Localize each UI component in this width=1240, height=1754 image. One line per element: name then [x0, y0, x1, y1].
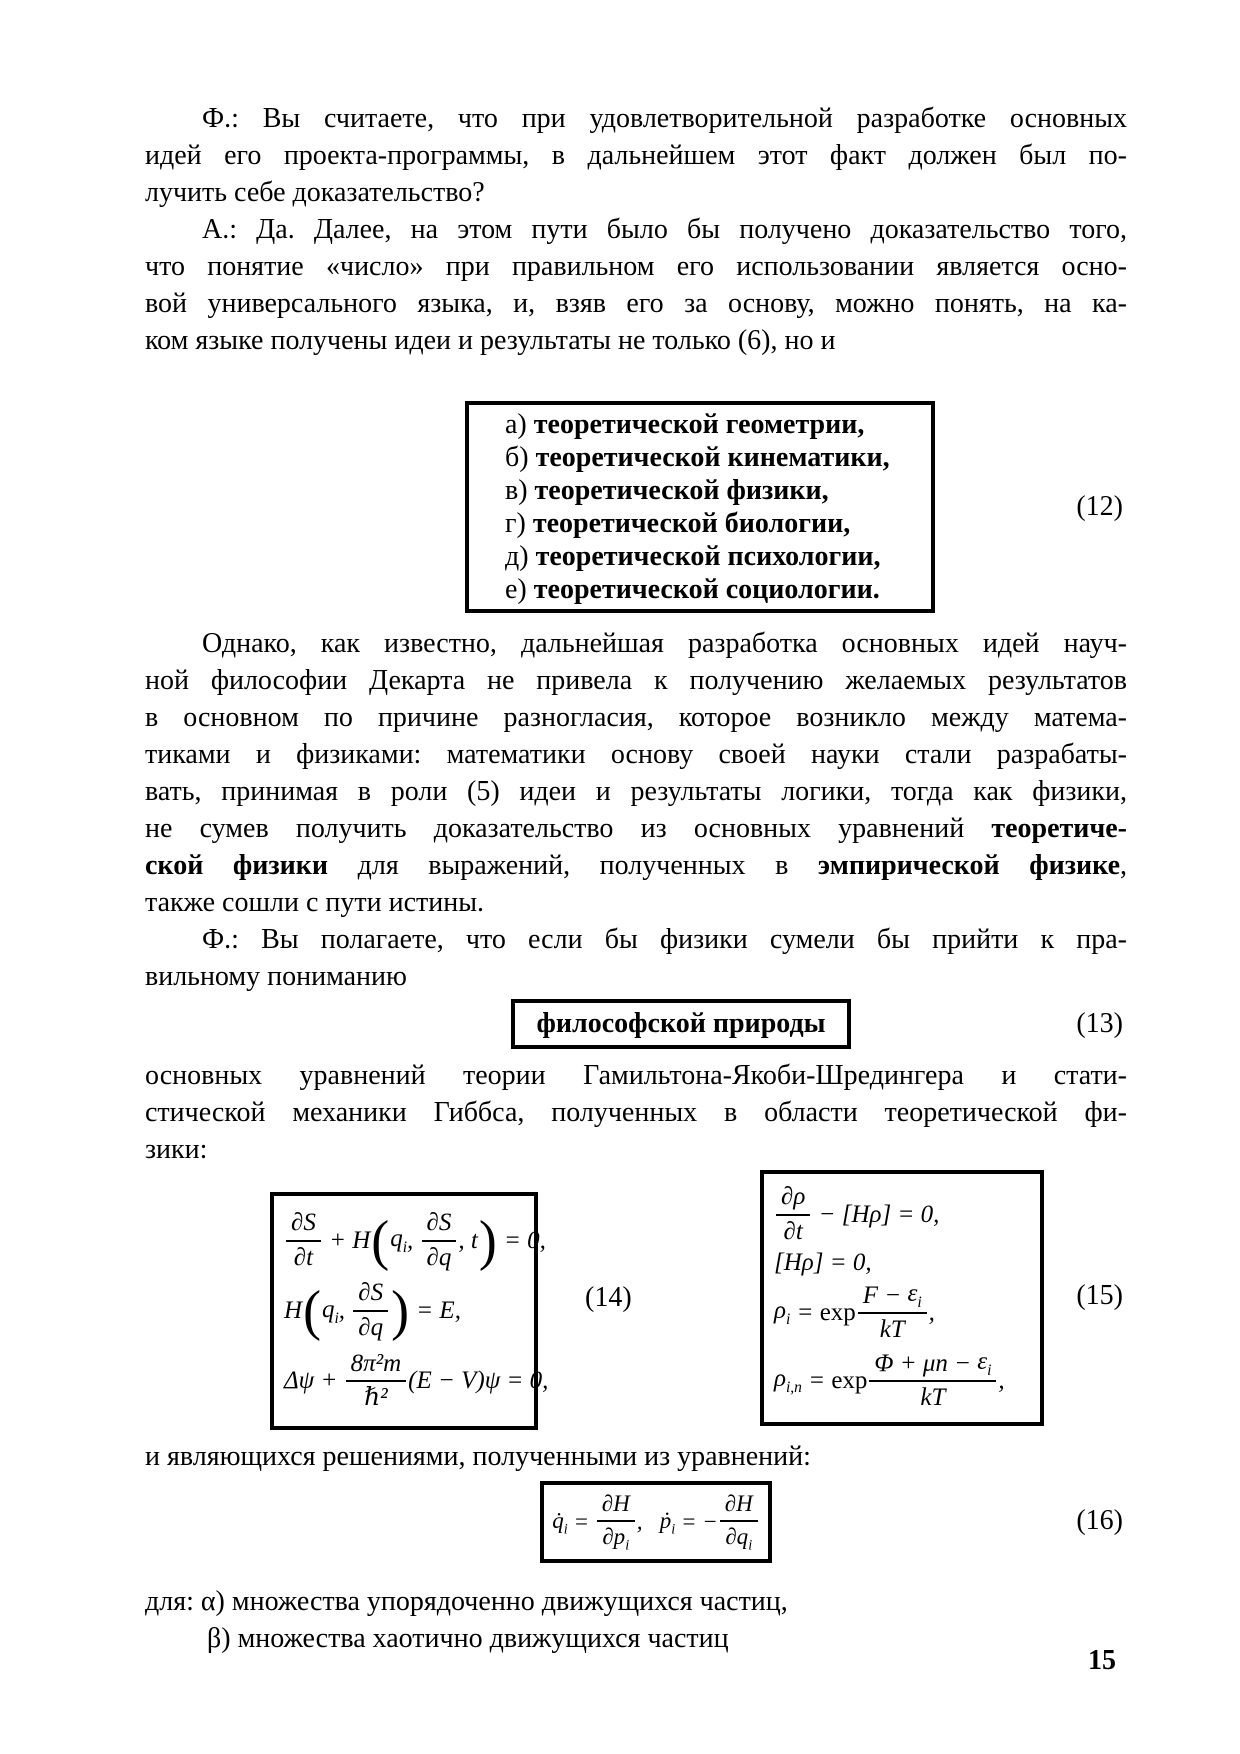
list-item — [505, 441, 923, 474]
list-item-label: теоретической геометрии, — [533, 409, 865, 440]
list-box-theoretical-sciences — [465, 401, 935, 613]
list-item — [505, 408, 923, 441]
list-item — [505, 474, 923, 507]
bold-term: эмпирической физике — [817, 850, 1120, 881]
equation-ref-14: (14) — [585, 1282, 632, 1313]
body-text: не сумев получить доказательство из основных уравнений — [145, 813, 992, 844]
body-line: идей его проекта-программы, в дальнейшем этот факт должен был по- — [145, 140, 1127, 171]
equation-line: $q̇_i$ = $\frac{\partial H}{\partial p_i}$ , ṗ$_i$ = − $\frac{\partial H}{\partial q_i}$ — [552, 1491, 759, 1552]
list-item-label: теоретической кинематики, — [535, 442, 890, 473]
equation-ref-16: (16) — [1076, 1505, 1123, 1536]
body-line: Ф.: Вы полагаете, что если бы физики сумели бы прийти к пра- — [202, 924, 1127, 955]
body-line: вильному пониманию — [145, 961, 407, 992]
body-text: , — [1120, 850, 1127, 881]
bold-term: теоретиче- — [991, 813, 1127, 844]
body-line: в основном по причине разногласия, которое возникло между матема- — [145, 702, 1127, 733]
list-item-prefix: д) — [505, 541, 536, 572]
body-line — [145, 847, 1127, 884]
page-number: 15 — [1088, 1645, 1116, 1676]
body-line: Ф.: Вы считаете, что при удовлетворительной разработке основных — [202, 103, 1127, 134]
equation-line: $\rho_i$ = exp F − $\varepsilon_i$ kT , — [774, 1279, 935, 1344]
numbered-display-row-13 — [145, 999, 1127, 1049]
equation-box-16 — [540, 1481, 772, 1563]
equation-box-14 — [270, 1192, 549, 1430]
body-line: Однако, как известно, дальнейшая разработка основных идей науч- — [202, 628, 1127, 659]
equation-line: $\rho_{i,n}$ = exp Φ + μn − $\varepsilon_i$ kT , — [774, 1347, 1005, 1412]
list-item-prefix: б) — [505, 442, 536, 473]
equations-row-16 — [145, 1481, 1127, 1573]
body-line: основных уравнений теории Гамильтона-Якоби-Шредингера и стати- — [145, 1060, 1127, 1091]
list-item-prefix: е) — [505, 574, 534, 605]
list-item-label: теоретической физики, — [534, 475, 829, 506]
body-line: стической механики Гиббса, полученных в области теоретической фи- — [145, 1097, 1127, 1128]
body-line: тиками и физиками: математики основу своей науки стали разрабаты- — [145, 739, 1127, 770]
list-item — [505, 507, 923, 540]
equation-line: $\frac{\partial S}{\partial t}$ + H ( $q_i$ , $\frac{\partial S}{\partial q}$ , t ) = 0, — [284, 1209, 524, 1273]
body-line: вать, принимая в роли (5) идеи и результаты логики, тогда как физики, — [145, 776, 1127, 807]
list-item-label: теоретической социологии. — [533, 574, 880, 605]
body-line: вой универсального языка, и, взяв его за основу, можно понять, на ка- — [145, 288, 1127, 319]
paragraph-dialog-question — [145, 100, 1127, 211]
paragraph-commentary — [145, 625, 1127, 921]
equations-row-14-15 — [145, 1170, 1127, 1430]
equation-line: $\frac{\partial\rho}{\partial t}$ − [Hρ] = 0, — [774, 1183, 1030, 1247]
body-line: что понятие «число» при правильном его использовании является осно- — [145, 251, 1127, 282]
body-line: лучить себе доказательство? — [145, 177, 485, 208]
body-line: зики: — [145, 1134, 208, 1165]
body-line: для: α) множества упорядоченно движущихся частиц, — [145, 1586, 788, 1617]
list-item-prefix: г) — [505, 508, 533, 539]
list-item-prefix: в) — [505, 475, 535, 506]
paragraph-dialog-answer — [145, 211, 1127, 359]
list-item-prefix: а) — [505, 409, 534, 440]
numbered-display-row-12 — [145, 401, 1127, 613]
list-item — [505, 540, 923, 573]
equation-ref-12: (12) — [1076, 491, 1123, 522]
body-line: ком языке получены идеи и результаты не только (6), но и — [145, 325, 836, 356]
paragraph-commentary — [145, 1057, 1127, 1168]
body-line — [145, 810, 1127, 847]
list-item-label: теоретической биологии, — [532, 508, 851, 539]
equation-box-15 — [760, 1170, 1044, 1426]
list-item-label: теоретической психологии, — [535, 541, 881, 572]
body-line: также сошли с пути истины. — [145, 887, 485, 918]
equation-line: [Hρ] = 0, — [774, 1249, 872, 1277]
equation-ref-15: (15) — [1076, 1280, 1123, 1311]
body-text: для выражений, полученных в — [328, 850, 818, 881]
body-line: А.: Да. Далее, на этом пути было бы получено доказательство того, — [202, 214, 1127, 245]
body-line: β) множества хаотично движущихся частиц — [207, 1623, 729, 1654]
body-line: ной философии Декарта не привела к получению желаемых результатов — [145, 665, 1127, 696]
paragraph-dialog-question — [145, 921, 1127, 995]
list-item — [505, 573, 923, 606]
bold-term: ской физики — [145, 850, 329, 881]
equation-line: H ( $q_i$ , $\frac{\partial S}{\partial q}$ ) = E, — [284, 1278, 461, 1342]
body-line: и являющихся решениями, полученными из уравнений: — [145, 1441, 811, 1472]
equation-line: Δψ + $\frac{\text{8π²m}}{\text{ℏ²}}$ (E − V)ψ = 0, — [284, 1349, 549, 1412]
boxed-phrase: философской природы — [511, 999, 851, 1049]
equation-ref-13: (13) — [1076, 1008, 1123, 1039]
